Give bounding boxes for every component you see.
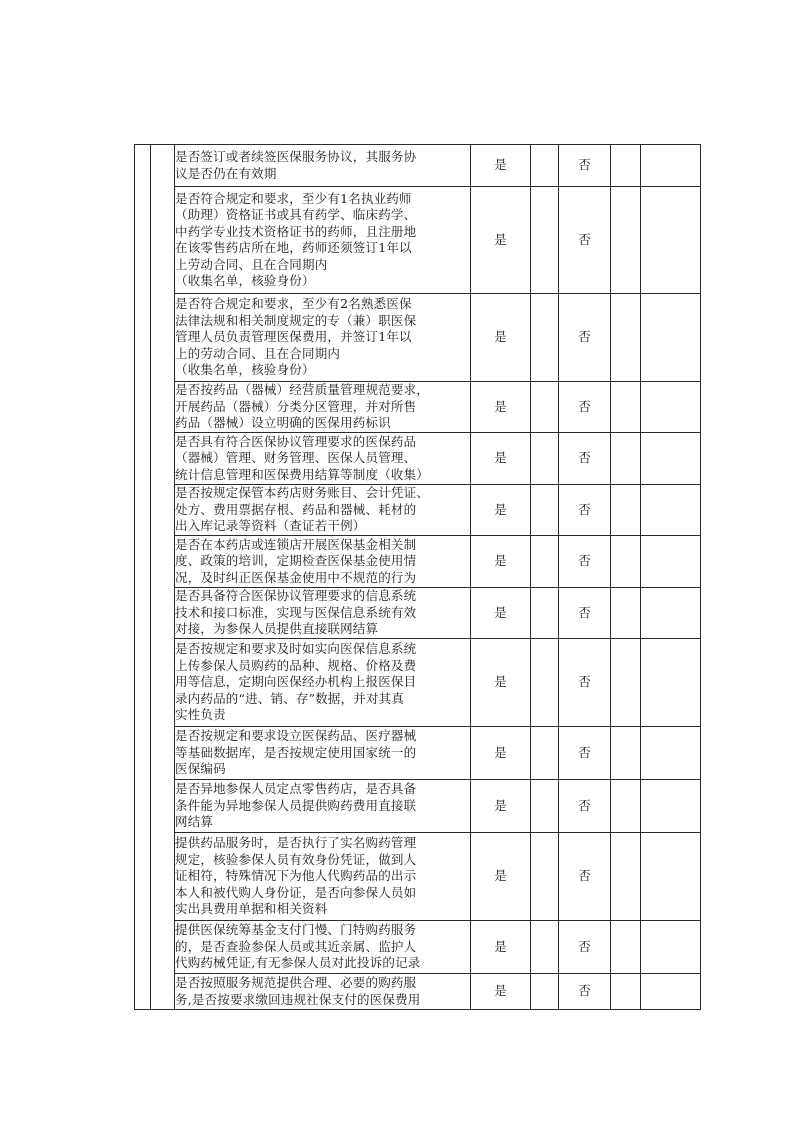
answer-no-cell: 否 — [559, 639, 611, 727]
question-cell — [175, 187, 471, 294]
answer-yes-cell: 是 — [471, 727, 531, 780]
question-cell — [175, 639, 471, 727]
table-row — [135, 974, 701, 1010]
question-line: 是否按规定和要求及时如实向医保信息系统 — [175, 641, 417, 657]
question-line: 是否异地参保人员定点零售药店，是否具备 — [175, 781, 417, 797]
question-line: 是否按规定保管本药店财务账目、会计凭证、 — [175, 485, 430, 501]
question-line: 提供医保统筹基金支付门慢、门特购药服务 — [175, 922, 417, 938]
question-line: 议是否仍在有效期 — [175, 165, 277, 181]
question-line: 本人和被代购人身份证，是否向参保人员如 — [175, 884, 417, 900]
question-line: 是否在本药店或连锁店开展医保基金相关制 — [175, 536, 417, 552]
answer-no-cell: 否 — [559, 485, 611, 536]
question-line: 代购药械凭证,有无参保人员对此投诉的记录 — [175, 955, 421, 971]
no-mark-cell — [611, 485, 641, 536]
question-line: （收集名单，核验身份） — [175, 362, 315, 378]
remarks-cell — [641, 727, 701, 780]
question-line: 规定，核验参保人员有效身份凭证，做到人 — [175, 851, 417, 867]
question-line: 录内药品的“进、销、存”数据，并对其真 — [175, 690, 405, 706]
answer-yes-cell: 是 — [471, 485, 531, 536]
question-cell — [175, 833, 471, 921]
question-line: 出入库记录等资料（查证若干例） — [175, 518, 366, 534]
yes-mark-cell — [531, 727, 559, 780]
answer-no-cell: 否 — [559, 294, 611, 382]
question-cell — [175, 780, 471, 833]
question-line: 技术和接口标准，实现与医保信息系统有效 — [175, 604, 417, 620]
table-row — [135, 294, 701, 382]
answer-yes-cell: 是 — [471, 833, 531, 921]
no-mark-cell — [611, 536, 641, 588]
answer-no-cell: 否 — [559, 187, 611, 294]
question-line: 是否具备符合医保协议管理要求的信息系统 — [175, 588, 417, 604]
no-mark-cell — [611, 433, 641, 485]
table-row — [135, 727, 701, 780]
answer-yes-cell: 是 — [471, 974, 531, 1010]
answer-no-cell: 否 — [559, 833, 611, 921]
question-line: （助理）资格证书或具有药学、临床药学、 — [175, 207, 417, 222]
answer-no-cell: 否 — [559, 145, 611, 187]
question-line: 处方、费用票据存根、药品和器械、耗材的 — [175, 501, 417, 517]
answer-no-cell: 否 — [559, 382, 611, 433]
table-row — [135, 187, 701, 294]
question-line: 的，是否查验参保人员或其近亲属、监护人 — [175, 938, 417, 954]
no-mark-cell — [611, 145, 641, 187]
question-line: 是否签订或者续签医保服务协议，其服务协 — [175, 149, 417, 164]
yes-mark-cell — [531, 780, 559, 833]
question-line: 条件能为异地参保人员提供购药费用直接联 — [175, 797, 417, 813]
question-line: 药品（器械）设立明确的医保用药标识 — [175, 415, 391, 431]
answer-yes-cell: 是 — [471, 588, 531, 639]
question-cell — [175, 921, 471, 974]
answer-yes-cell: 是 — [471, 536, 531, 588]
question-line: 提供药品服务时，是否执行了实名购药管理 — [175, 835, 417, 851]
question-line: 是否按照服务规范提供合理、必要的购药服 — [175, 975, 417, 990]
no-mark-cell — [611, 780, 641, 833]
question-cell — [175, 433, 471, 485]
question-line: 实出具费用单据和相关资料 — [175, 901, 328, 917]
table-row — [135, 588, 701, 639]
no-mark-cell — [611, 974, 641, 1010]
checklist-rows — [135, 145, 701, 1010]
question-cell — [175, 382, 471, 433]
question-line: 统计信息管理和医保费用结算等制度（收集） — [175, 466, 430, 482]
remarks-cell — [641, 833, 701, 921]
question-cell — [175, 727, 471, 780]
category-column-cell — [135, 145, 151, 1010]
yes-mark-cell — [531, 921, 559, 974]
question-line: 实性负责 — [175, 707, 226, 723]
question-line: 在该零售药店所在地，药师还须签订1年以 — [175, 240, 412, 255]
question-line: 务,是否按要求缴回违规社保支付的医保费用 — [175, 991, 421, 1007]
remarks-cell — [641, 921, 701, 974]
remarks-cell — [641, 536, 701, 588]
no-mark-cell — [611, 727, 641, 780]
table-row — [135, 145, 701, 187]
question-line: 用等信息，定期向医保经办机构上报医保目 — [175, 674, 417, 690]
no-mark-cell — [611, 588, 641, 639]
question-cell — [175, 294, 471, 382]
question-line: （器械）管理、财务管理、医保人员管理、 — [175, 450, 417, 466]
answer-no-cell: 否 — [559, 536, 611, 588]
no-mark-cell — [611, 639, 641, 727]
question-cell — [175, 588, 471, 639]
table-row — [135, 833, 701, 921]
yes-mark-cell — [531, 294, 559, 382]
question-line: 证相符，特殊情况下为他人代购药品的出示 — [175, 868, 417, 884]
no-mark-cell — [611, 294, 641, 382]
question-line: 是否按规定和要求设立医保药品、医疗器械 — [175, 728, 417, 744]
answer-yes-cell: 是 — [471, 780, 531, 833]
remarks-cell — [641, 485, 701, 536]
answer-no-cell: 否 — [559, 974, 611, 1010]
remarks-cell — [641, 588, 701, 639]
inspection-checklist-table — [134, 144, 701, 1010]
question-line: 上传参保人员购药的品种、规格、价格及费 — [175, 657, 417, 673]
remarks-cell — [641, 294, 701, 382]
question-line: 对接，为参保人员提供直接联网结算 — [175, 621, 379, 637]
answer-yes-cell: 是 — [471, 433, 531, 485]
yes-mark-cell — [531, 145, 559, 187]
table-row — [135, 536, 701, 588]
answer-no-cell: 否 — [559, 588, 611, 639]
question-cell — [175, 485, 471, 536]
question-line: 上的劳动合同、且在合同期内 — [175, 345, 341, 361]
answer-yes-cell: 是 — [471, 294, 531, 382]
question-line: 开展药品（器械）分类分区管理，并对所售 — [175, 398, 417, 414]
question-cell — [175, 145, 471, 187]
question-cell — [175, 536, 471, 588]
answer-yes-cell: 是 — [471, 921, 531, 974]
question-line: 是否按药品（器械）经营质量管理规范要求， — [175, 382, 430, 398]
answer-no-cell: 否 — [559, 433, 611, 485]
question-line: （收集名单，核验身份） — [175, 273, 315, 288]
no-mark-cell — [611, 382, 641, 433]
no-mark-cell — [611, 833, 641, 921]
answer-yes-cell: 是 — [471, 639, 531, 727]
answer-yes-cell: 是 — [471, 145, 531, 187]
remarks-cell — [641, 974, 701, 1010]
remarks-cell — [641, 639, 701, 727]
answer-no-cell: 否 — [559, 921, 611, 974]
no-mark-cell — [611, 921, 641, 974]
item-column-cell — [151, 145, 175, 1010]
remarks-cell — [641, 382, 701, 433]
no-mark-cell — [611, 187, 641, 294]
question-line: 是否符合规定和要求，至少有2名熟悉医保 — [175, 296, 412, 312]
question-line: 上劳动合同、且在合同期内 — [175, 256, 328, 272]
table-row — [135, 639, 701, 727]
remarks-cell — [641, 145, 701, 187]
question-line: 是否符合规定和要求，至少有1名执业药师 — [175, 190, 412, 206]
yes-mark-cell — [531, 187, 559, 294]
remarks-cell — [641, 187, 701, 294]
yes-mark-cell — [531, 974, 559, 1010]
question-line: 法律法规和相关制度规定的专（兼）职医保 — [175, 312, 417, 328]
question-line: 等基础数据库，是否按规定使用国家统一的 — [175, 744, 417, 760]
yes-mark-cell — [531, 833, 559, 921]
question-line: 医保编码 — [175, 761, 226, 777]
question-line: 中药学专业技术资格证书的药师，且注册地 — [175, 223, 417, 239]
question-cell — [175, 974, 471, 1010]
table-row — [135, 921, 701, 974]
answer-no-cell: 否 — [559, 727, 611, 780]
table-row — [135, 780, 701, 833]
yes-mark-cell — [531, 536, 559, 588]
answer-yes-cell: 是 — [471, 187, 531, 294]
question-line: 度、政策的培训，定期检查医保基金使用情 — [175, 553, 417, 569]
remarks-cell — [641, 780, 701, 833]
question-line: 是否具有符合医保协议管理要求的医保药品 — [175, 433, 417, 449]
table-row — [135, 485, 701, 536]
answer-no-cell: 否 — [559, 780, 611, 833]
table-row — [135, 433, 701, 485]
remarks-cell — [641, 433, 701, 485]
question-line: 网结算 — [175, 814, 214, 830]
yes-mark-cell — [531, 382, 559, 433]
yes-mark-cell — [531, 485, 559, 536]
answer-yes-cell: 是 — [471, 382, 531, 433]
question-line: 管理人员负责管理医保费用，并签订1年以 — [175, 329, 412, 345]
question-line: 况，及时纠正医保基金使用中不规范的行为 — [175, 569, 417, 585]
table-row — [135, 382, 701, 433]
yes-mark-cell — [531, 588, 559, 639]
yes-mark-cell — [531, 433, 559, 485]
yes-mark-cell — [531, 639, 559, 727]
